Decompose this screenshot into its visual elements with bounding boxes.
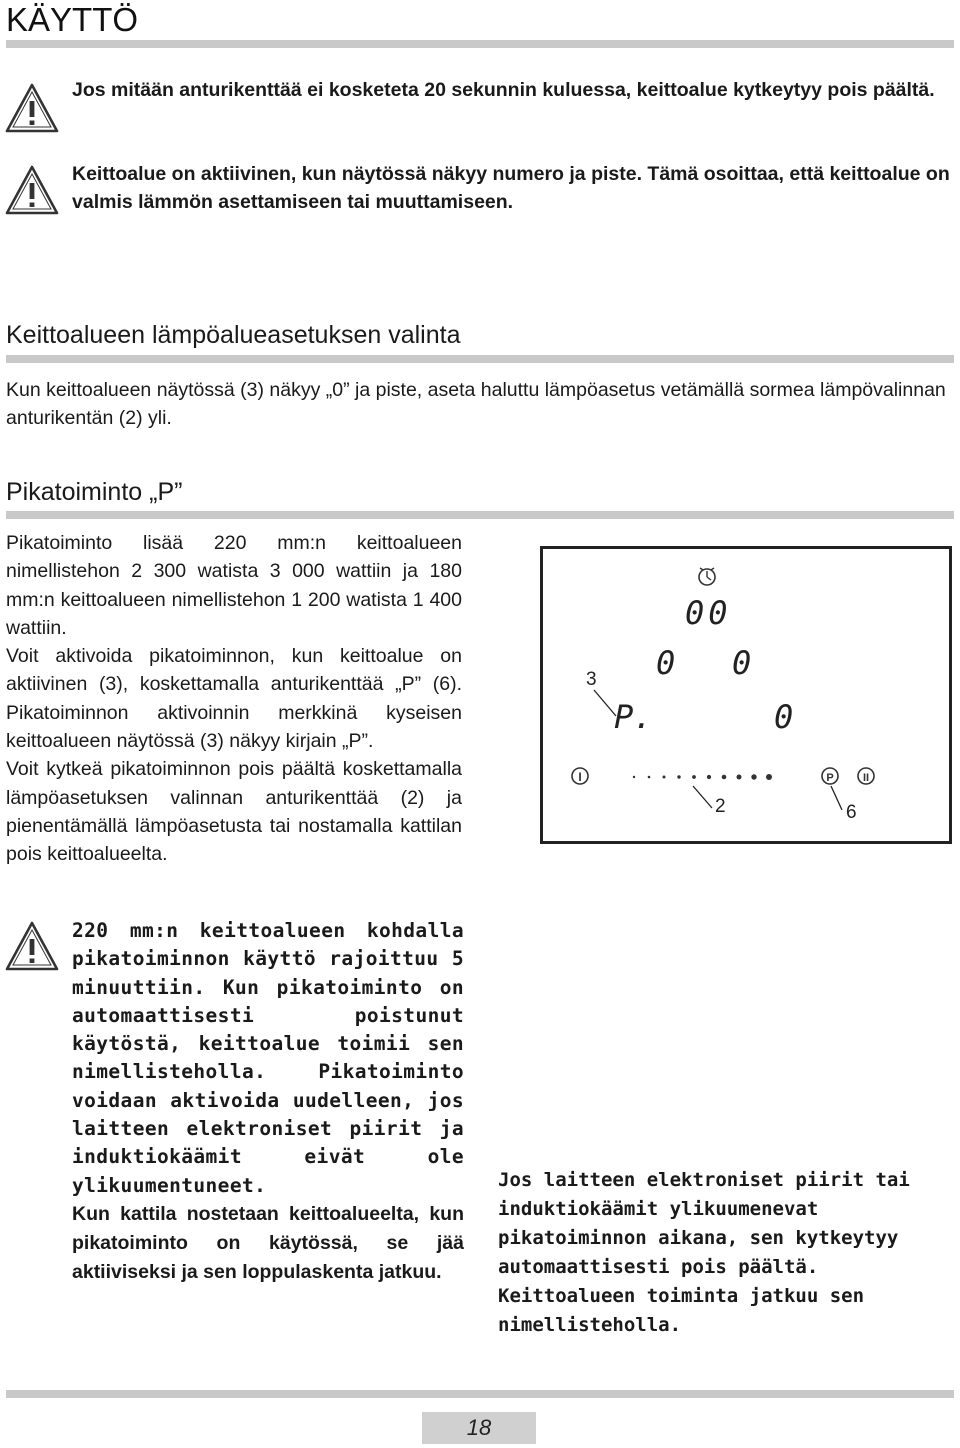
power-icon xyxy=(572,768,588,784)
warning-text-2: Keittoalue on aktiivinen, kun näytössä näkyy numero ja piste. Tämä osoittaa, että keittoalue on valmis lämmön asettamiseen tai muuttamiseen. xyxy=(72,163,950,213)
pause-icon xyxy=(858,768,874,784)
callout-label-p-button: 6 xyxy=(846,802,857,823)
warning-text-1: Jos mitään anturikenttää ei kosketeta 20 sekunnin kuluessa, keittoalue kytkeytyy pois päältä. xyxy=(72,79,935,101)
bottom-warning-sans: Kun kattila nostetaan keittoalueelta, kun pikatoiminto on käytössä, se jää aktiiviseksi ja sen loppulaskenta jatkuu. xyxy=(72,1202,464,1283)
timer-display: 00 xyxy=(685,594,732,632)
section-rule xyxy=(6,355,954,363)
booster-paragraph-2: Voit aktivoida pikatoiminnon, kun keittoalue on aktiivinen (3), koskettamalla anturikenttää „P” (6). Pikatoiminnon aktivoinnin merkkinä kyseisen keittoalueen näytössä (3) näkyy kirjain „P”. xyxy=(6,645,462,753)
booster-paragraph-1: Pikatoiminto lisää 220 mm:n keittoalueen nimellistehon 2 300 watista 3 000 wattiin ja 180 mm:n keittoalueen nimellistehon 1 200 watista 1 400 wattiin. xyxy=(6,532,462,639)
page-number: 18 xyxy=(422,1412,536,1444)
section-rule xyxy=(6,511,954,519)
zone-display-top-right: 0 xyxy=(732,644,752,682)
warning-triangle-icon xyxy=(4,164,60,216)
boost-p-icon xyxy=(822,768,838,784)
zone-display-top-left: 0 xyxy=(656,644,676,682)
svg-text:II: II xyxy=(862,772,870,784)
section-heading-booster: Pikatoiminto „P” xyxy=(6,478,183,506)
warning-triangle-icon xyxy=(4,920,60,972)
footer-rule xyxy=(6,1390,954,1398)
zone-display-bottom-right: 0 xyxy=(774,698,794,736)
overheat-note: Jos laitteen elektroniset piirit tai induktiokäämit ylikuumenevat pikatoiminnon aikana, sen kytkeytyy automaattisesti pois päältä. Keittoalueen toiminta jatkuu sen nimellisteholla. xyxy=(498,1169,910,1336)
zone-display-bottom-left: P. xyxy=(614,698,653,736)
callout-label-display: 3 xyxy=(586,669,597,690)
page-title: KÄYTTÖ xyxy=(6,1,139,38)
svg-text:I: I xyxy=(578,770,582,784)
section-text-heat-setting: Kun keittoalueen näytössä (3) näkyy „0” ja piste, aseta haluttu lämpöasetus vetämällä sormea lämpövalinnan anturikentän (2) yli. xyxy=(6,379,946,429)
svg-text:P: P xyxy=(826,772,834,784)
booster-paragraph-3: Voit kytkeä pikatoiminnon pois päältä koskettamalla lämpöasetuksen valinnan anturikenttää (2) ja pienentämällä lämpöasetusta tai nostamalla kattilan pois keittoalueelta. xyxy=(6,758,462,866)
warning-triangle-icon xyxy=(4,82,60,134)
section-heading-heat-setting: Keittoalueen lämpöalueasetuksen valinta xyxy=(6,321,461,349)
callout-label-slider: 2 xyxy=(715,796,726,817)
booster-text-column xyxy=(6,529,462,869)
control-panel-diagram xyxy=(540,546,952,844)
bottom-warning-column xyxy=(72,917,464,1286)
bottom-warning-mono: 220 mm:n keittoalueen kohdalla pikatoiminnon käyttö rajoittuu 5 minuuttiin. Kun pikatoiminto on automaattisesti poistunut käytöstä, keittoalue toimii sen nimellisteholla. Pikatoiminto voidaan aktivoida uudelleen, jos laitteen elektroniset piirit ja induktiokäämit eivät ole ylikuumentuneet. xyxy=(72,919,464,1197)
panel-border xyxy=(542,548,951,843)
title-rule xyxy=(6,40,954,48)
